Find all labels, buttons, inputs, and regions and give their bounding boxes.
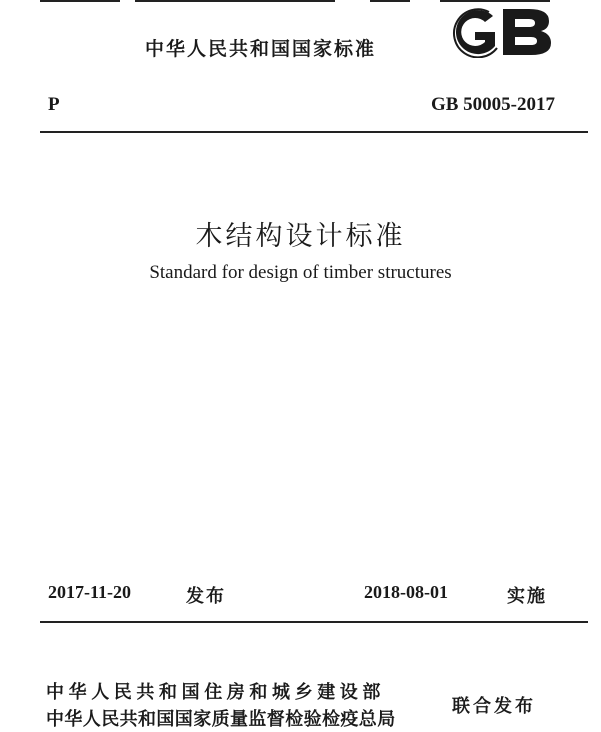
issuer-aqsiq: 中华人民共和国国家质量监督检验检疫总局 xyxy=(46,709,396,730)
issuer-ministry: 中华人民共和国住房和城乡建设部 xyxy=(46,682,385,703)
footer-divider xyxy=(40,621,588,623)
issue-label: 发布 xyxy=(186,586,226,607)
english-title: Standard for design of timber structures xyxy=(149,262,452,283)
implementation-label: 实施 xyxy=(507,586,547,607)
joint-issue-label: 联合发布 xyxy=(452,696,536,717)
cropped-header-text xyxy=(40,0,560,3)
classification-code: P xyxy=(48,94,60,115)
national-standard-label: 中华人民共和国国家标准 xyxy=(145,38,377,60)
implementation-date: 2018-08-01 xyxy=(364,582,448,602)
standard-number: GB 50005-2017 xyxy=(430,94,555,115)
issue-date: 2017-11-20 xyxy=(48,582,131,602)
chinese-title: 木结构设计标准 xyxy=(195,221,406,252)
header-divider xyxy=(40,131,588,133)
gb-logo xyxy=(445,6,553,58)
